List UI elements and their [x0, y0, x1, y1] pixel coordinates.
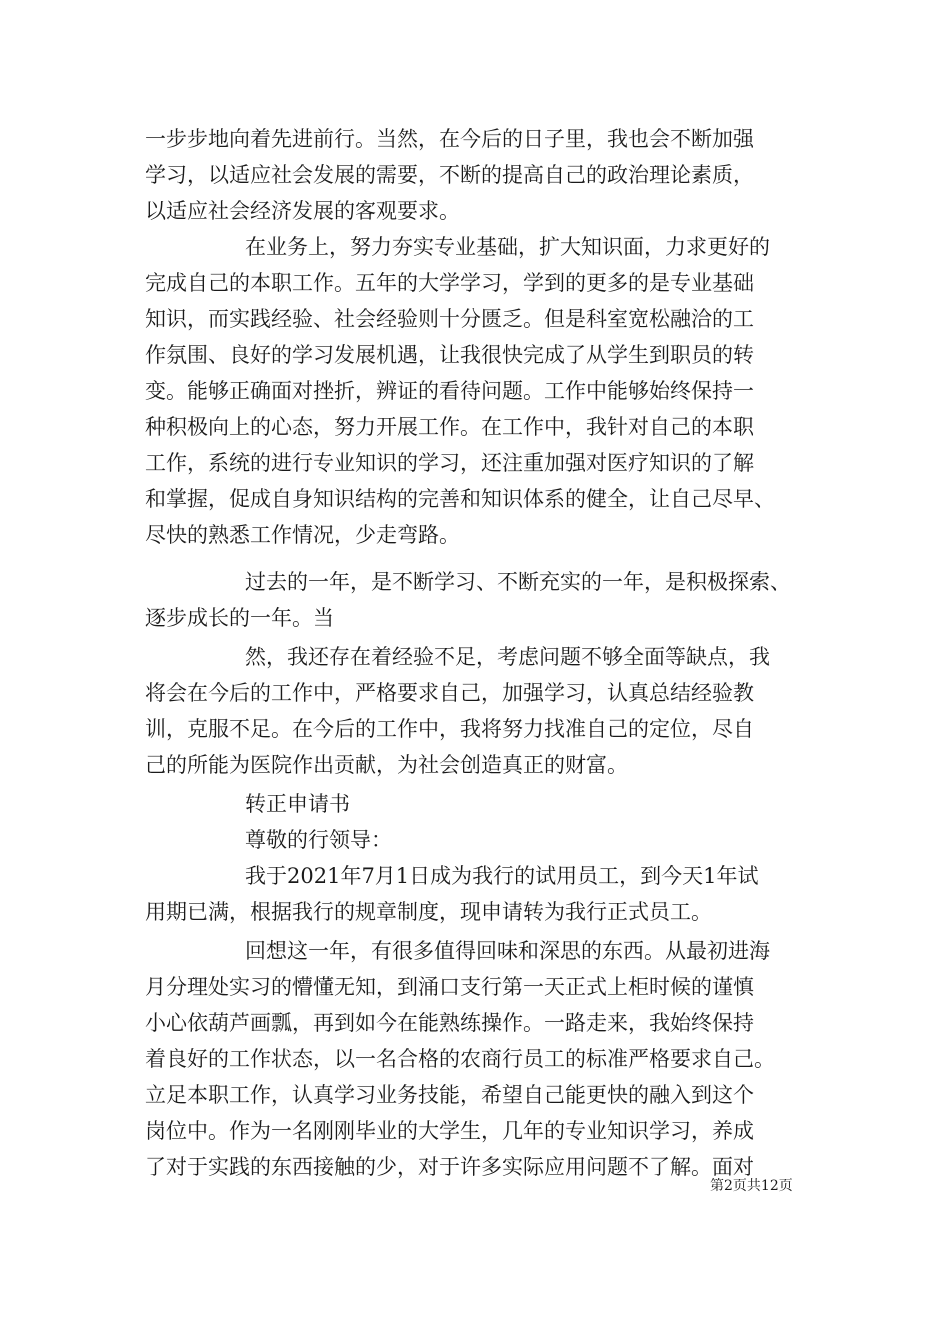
- text-line: 立足本职工作，认真学习业务技能，希望自己能更快的融入到这个: [145, 1083, 754, 1107]
- text-line: 回想这一年，有很多值得回味和深思的东西。从最初进海: [245, 939, 770, 963]
- text-line: 我于2021年7月1日成为我行的试用员工，到今天1年试: [245, 864, 759, 888]
- page-number: 第2页共12页: [710, 1178, 793, 1194]
- text-line: 工作，系统的进行专业知识的学习，还注重加强对医疗知识的了解: [145, 451, 754, 475]
- text-line: 一步步地向着先进前行。当然，在今后的日子里，我也会不断加强: [145, 127, 754, 151]
- salutation: 尊敬的行领导：: [245, 828, 392, 852]
- text-line: 了对于实践的东西接触的少，对于许多实际应用问题不了解。面对: [145, 1155, 754, 1179]
- text-line: 将会在今后的工作中，严格要求自己，加强学习，认真总结经验教: [145, 681, 754, 705]
- text-line: 变。能够正确面对挫折，辨证的看待问题。工作中能够始终保持一: [145, 379, 754, 403]
- text-line: 完成自己的本职工作。五年的大学学习，学到的更多的是专业基础: [145, 271, 754, 295]
- text-line: 作氛围、良好的学习发展机遇，让我很快完成了从学生到职员的转: [145, 343, 754, 367]
- text-line: 己的所能为医院作出贡献，为社会创造真正的财富。: [145, 753, 628, 777]
- text-line: 然，我还存在着经验不足，考虑问题不够全面等缺点，我: [245, 645, 770, 669]
- text-line: 在业务上，努力夯实专业基础，扩大知识面，力求更好的: [245, 235, 770, 259]
- text-line: 着良好的工作状态，以一名合格的农商行员工的标准严格要求自己。: [145, 1047, 775, 1071]
- section-title: 转正申请书: [245, 792, 350, 816]
- text-line: 小心依葫芦画瓢，再到如今在能熟练操作。一路走来，我始终保持: [145, 1011, 754, 1035]
- text-line: 以适应社会经济发展的客观要求。: [145, 199, 460, 223]
- text-line: 过去的一年，是不断学习、不断充实的一年，是积极探索、: [245, 570, 791, 594]
- text-line: 岗位中。作为一名刚刚毕业的大学生，几年的专业知识学习，养成: [145, 1119, 754, 1143]
- text-line: 尽快的熟悉工作情况，少走弯路。: [145, 523, 460, 547]
- text-line: 种积极向上的心态，努力开展工作。在工作中，我针对自己的本职: [145, 415, 754, 439]
- text-line: 知识，而实践经验、社会经验则十分匮乏。但是科室宽松融洽的工: [145, 307, 754, 331]
- text-line: 逐步成长的一年。当: [145, 606, 334, 630]
- text-line: 月分理处实习的懵懂无知，到涌口支行第一天正式上柜时候的谨慎: [145, 975, 754, 999]
- text-line: 用期已满，根据我行的规章制度，现申请转为我行正式员工。: [145, 900, 712, 924]
- text-line: 和掌握，促成自身知识结构的完善和知识体系的健全，让自己尽早、: [145, 487, 775, 511]
- text-line: 训，克服不足。在今后的工作中，我将努力找准自己的定位，尽自: [145, 717, 754, 741]
- text-line: 学习，以适应社会发展的需要，不断的提高自己的政治理论素质，: [145, 163, 754, 187]
